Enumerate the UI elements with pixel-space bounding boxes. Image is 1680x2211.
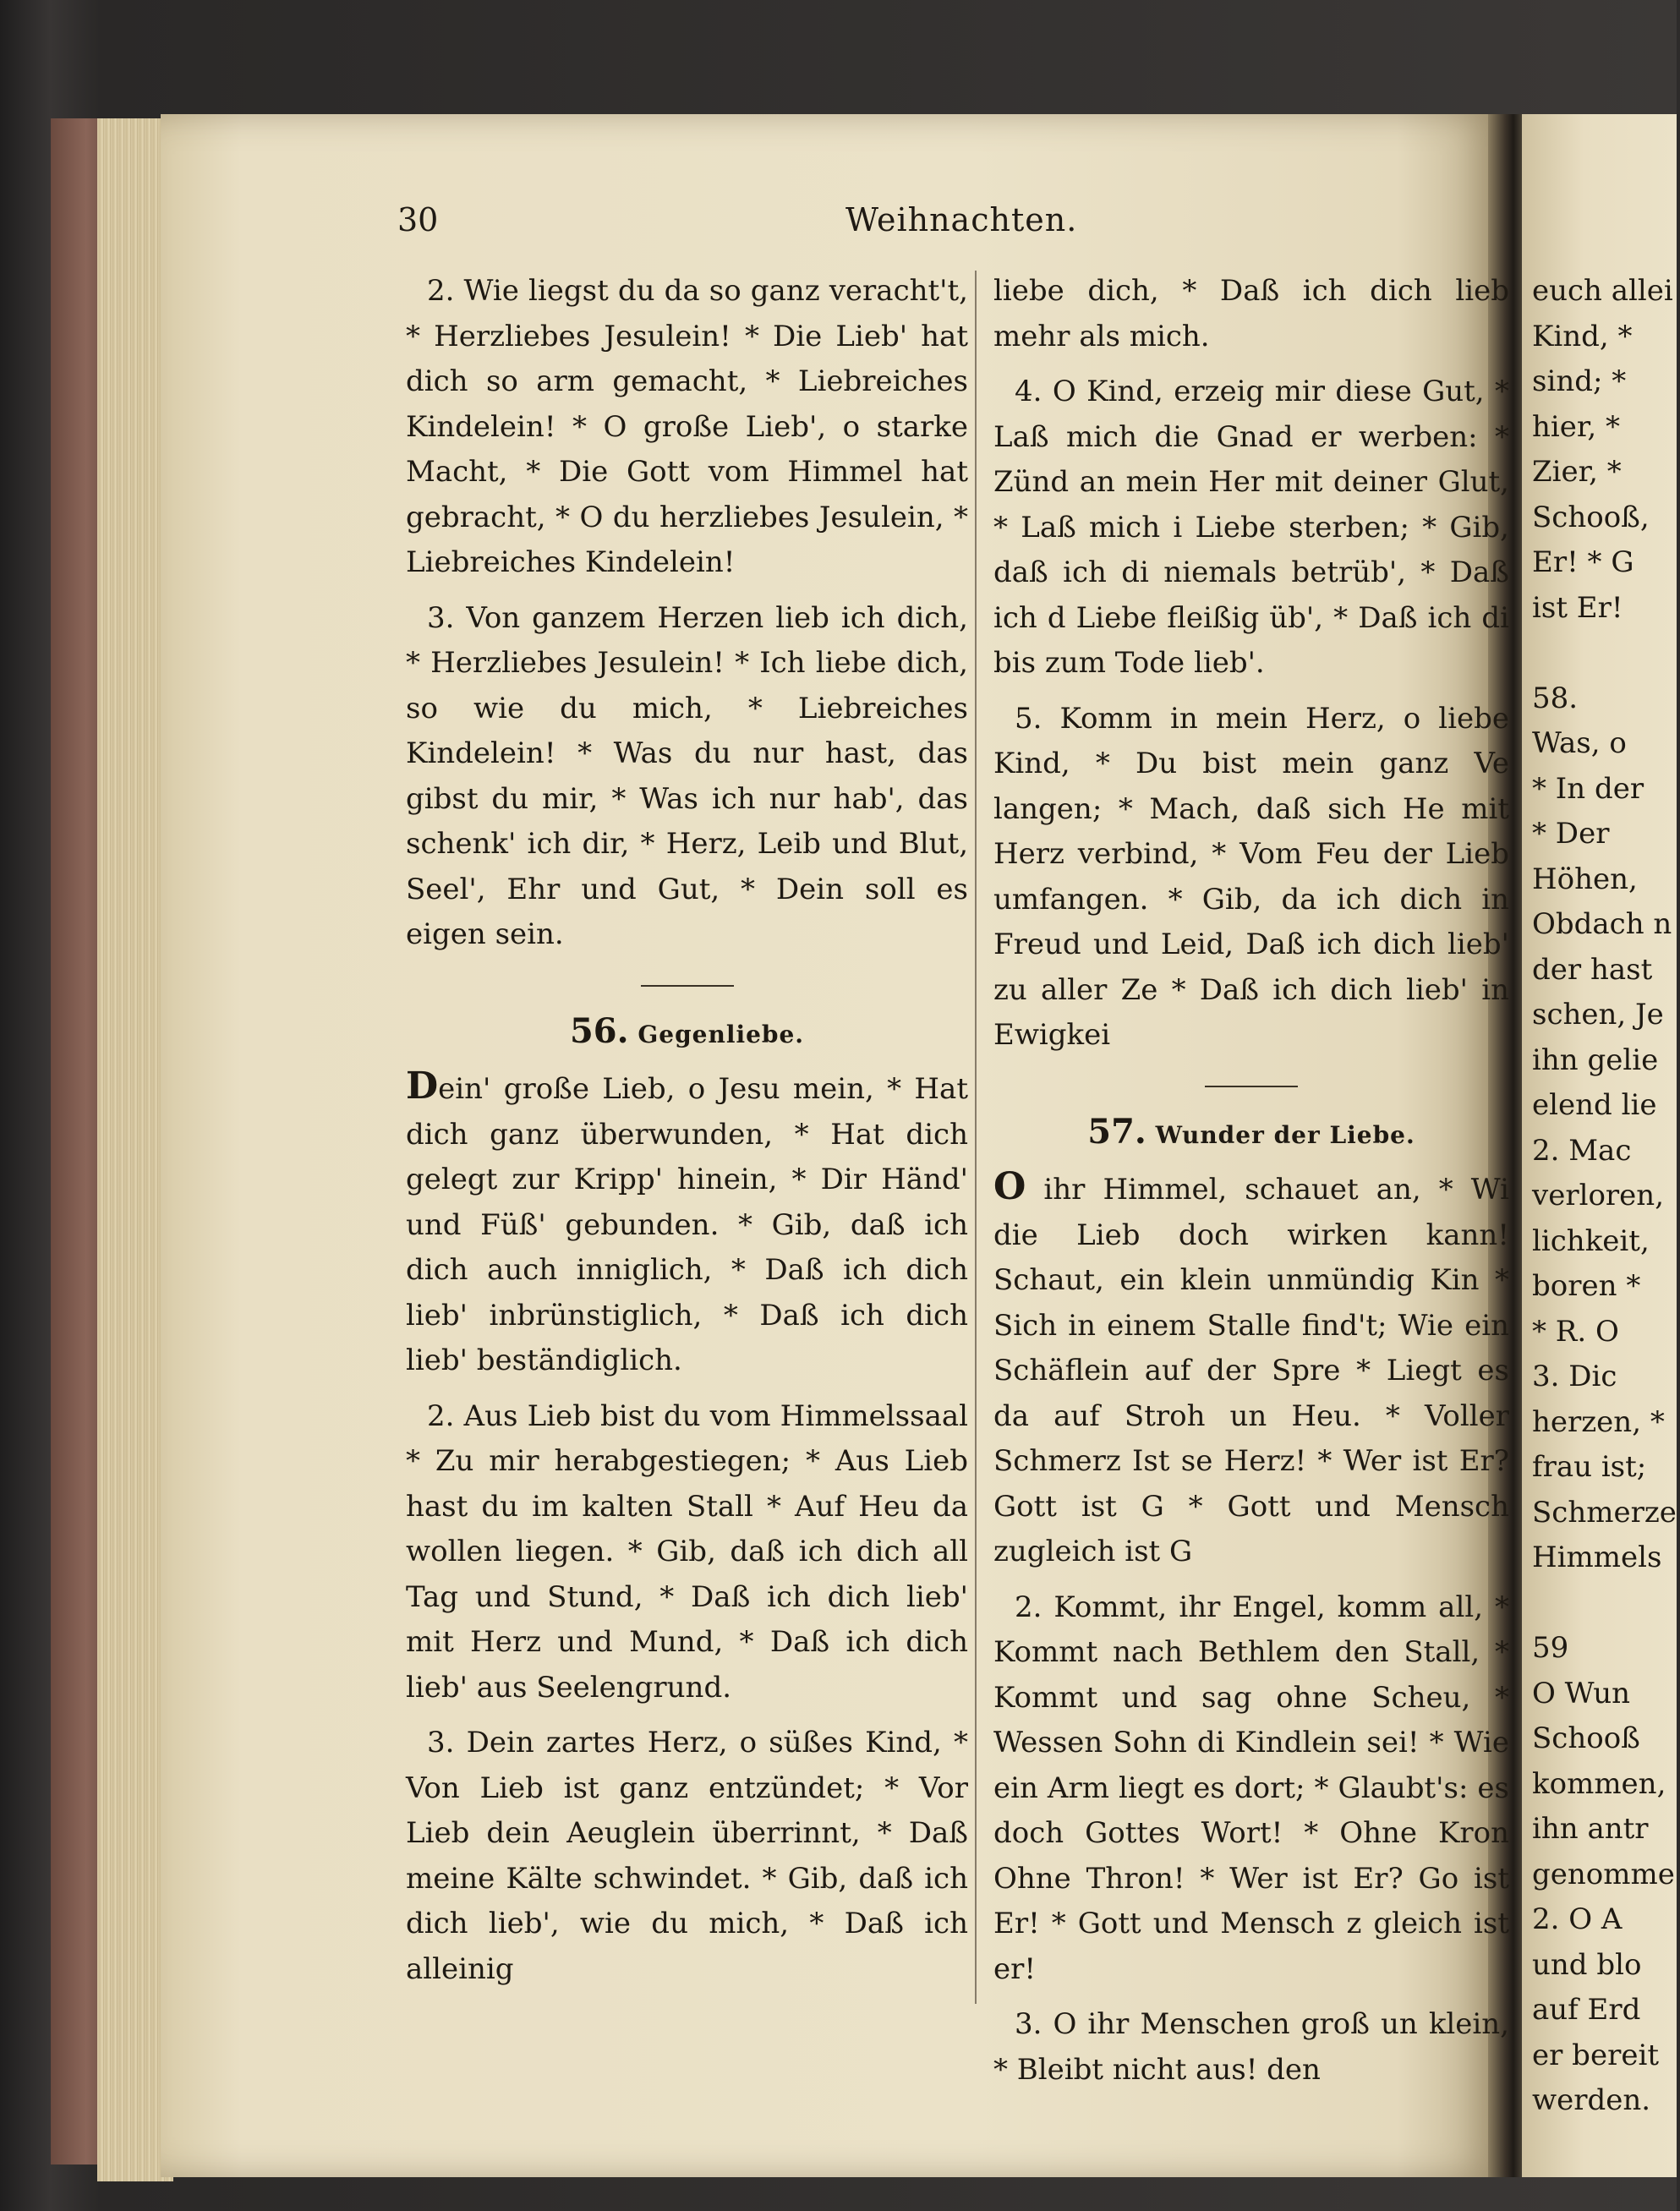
right-column-line: boren *	[1532, 1269, 1641, 1303]
section-separator	[641, 985, 734, 987]
right-column-line: Er! * G	[1532, 545, 1634, 579]
verse-text: ein' große Lieb, o Jesu mein, * Hat dich ganz überwunden, * Hat dich gelegt zur Kripp' hinein, * Dir Händ' und Füß' gebunden. * Gib, daß ich dich auch inniglich, * Daß ich dich lieb' inbrünstiglich, * Daß ich dich lieb' beständiglich.	[406, 1072, 968, 1377]
right-column-line: Kind, *	[1532, 319, 1633, 353]
right-column-line: genomme	[1532, 1857, 1675, 1891]
right-column-line: herzen, *	[1532, 1404, 1665, 1439]
right-column-line: Zier, *	[1532, 455, 1622, 489]
verse: 2. Aus Lieb bist du vom Himmelssaal * Zu mir herabgestiegen; * Aus Lieb hast du im kalten Stall * Auf Heu da wollen liegen. * Gib, daß ich dich all Tag und Stund, * Daß ich dich lieb' mit Herz und Mund, * Daß ich dich lieb' aus Seelengrund.	[406, 1398, 968, 1705]
right-column-line: Höhen,	[1532, 862, 1638, 896]
right-column-line: verloren,	[1532, 1179, 1665, 1212]
right-column-line: kommen,	[1532, 1766, 1666, 1801]
right-column-line: 3. Dic	[1532, 1360, 1617, 1393]
hymn-number: 57.	[1087, 1111, 1146, 1152]
right-column-line: 2. O A	[1532, 1902, 1623, 1936]
verse: 3. O ihr Menschen groß un klein, * Bleibt nicht aus! den	[993, 2007, 1509, 2087]
page-number: 30	[397, 201, 439, 238]
hymn-number: 56.	[569, 1010, 629, 1051]
right-column-line: elend lie	[1532, 1088, 1657, 1122]
right-column-line	[1532, 631, 1680, 676]
right-column-line: schen, Je	[1532, 998, 1664, 1032]
verse: 4. O Kind, erzeig mir diese Gut, * Laß mich die Gnad er werben: * Zünd an mein Her mit deiner Glut, * Laß mich i Liebe sterben; * Gib, daß ich di niemals betrüb', * Daß ich d Liebe fleißig üb', * Daß ich di bis zum Tode lieb'.	[993, 375, 1509, 680]
right-column-line: sind; *	[1532, 364, 1627, 398]
right-column-line: 58.	[1532, 681, 1579, 715]
right-column-line: er bereit	[1532, 2038, 1659, 2072]
section-separator	[1205, 1086, 1298, 1087]
right-column-line: ihn antr	[1532, 1812, 1649, 1846]
right-column-line: * Der	[1532, 817, 1610, 851]
right-column-line: Was, o	[1532, 726, 1627, 760]
right-column-line: Obdach n	[1532, 907, 1672, 941]
hymn-title: Wunder der Liebe.	[1155, 1120, 1415, 1149]
right-column-line: hier, *	[1532, 409, 1621, 444]
right-column-line: ist Er!	[1532, 590, 1623, 625]
running-title: Weihnachten.	[845, 201, 1078, 238]
right-column-line: euch allei	[1532, 274, 1673, 308]
column-rule	[975, 271, 977, 2004]
hymn-first-verse	[406, 1064, 968, 1384]
right-column-line: 59	[1532, 1631, 1569, 1665]
verse-text: ihr Himmel, schauet an, * Wi die Lieb doch wirken kann! Schaut, ein klein unmündig Kin * Sich in einem Stalle find't; Wie ein Schäflein auf der Spre * Liegt es da auf Stroh un Heu. * Voller Schmerz Ist se Herz! * Wer ist Er? Gott ist G * Gott und Mensch zugleich ist G	[993, 1173, 1509, 1568]
hymn-heading	[993, 1109, 1509, 1158]
right-column-line: Schooß	[1532, 1721, 1640, 1755]
verse: 3. Dein zartes Herz, o süßes Kind, * Von Lieb ist ganz entzündet; * Vor Lieb dein Aeuglein überrinnt, * Daß meine Kälte schwindet. * Gib, daß ich dich lieb', wie du mich, * Daß ich alleinig	[406, 1726, 968, 1986]
verse: liebe dich, * Daß ich dich lieb mehr als mich.	[993, 274, 1509, 353]
right-page-column	[1532, 269, 1680, 2117]
right-column-line: Himmels	[1532, 1541, 1662, 1574]
right-column-line: werden.	[1532, 2083, 1651, 2117]
right-column-line: frau ist;	[1532, 1450, 1647, 1484]
verse: 3. Von ganzem Herzen lieb ich dich, * Herzliebes Jesulein! * Ich liebe dich, so wie du mich, * Liebreiches Kindelein! * Was du nur hast, das gibst du mir, * Was ich nur hab', das schenk' ich dir, * Herz, Leib und Blut, Seel', Ehr und Gut, * Dein soll es eigen sein.	[406, 600, 968, 951]
right-column-line: lichkeit,	[1532, 1223, 1650, 1258]
verse: 5. Komm in mein Herz, o liebe Kind, * Du bist mein ganz Ve langen; * Mach, daß sich He mit Herz verbind, * Vom Feu der Lieb umfangen. * Gib, da ich dich in Freud und Leid, Daß ich dich lieb' zu aller Ze * Daß ich dich lieb' in Ewigkei	[993, 701, 1509, 1052]
hymn-first-verse	[993, 1164, 1509, 1575]
drop-initial: D	[406, 1064, 439, 1108]
right-column-line: * R. O	[1532, 1314, 1619, 1349]
right-column-line: ihn gelie	[1532, 1043, 1659, 1077]
right-column-line: Schmerze	[1532, 1495, 1677, 1530]
right-column-line	[1532, 1581, 1680, 1627]
left-column	[406, 269, 968, 2002]
right-column-line: der hast	[1532, 952, 1653, 987]
hymn-heading	[406, 1009, 968, 1058]
right-column-line: Schooß,	[1532, 500, 1650, 534]
right-column-line: * In der	[1532, 771, 1644, 806]
right-column-line: und blo	[1532, 1947, 1642, 1982]
right-column-line: auf Erd	[1532, 1993, 1641, 2027]
right-column-line: 2. Mac	[1532, 1133, 1632, 1168]
drop-initial: O	[993, 1165, 1026, 1208]
verse: 2. Wie liegst du da so ganz veracht't, * Herzliebes Jesulein! * Die Lieb' hat dich so arm gemacht, * Liebreiches Kindelein! * O große Lieb', o starke Macht, * Die Gott vom Himmel hat gebracht, * O du herzliebes Jesulein, * Liebreiches Kindelein!	[406, 274, 968, 579]
middle-column	[993, 269, 1509, 2087]
verse: 2. Kommt, ihr Engel, komm all, * Kommt nach Bethlem den Stall, * Kommt und sag ohne Scheu, * Wessen Sohn di Kindlein sei! * Wie ein Arm liegt es dort; * Glaubt's: es doch Gottes Wort! * Ohne Kron Ohne Thron! * Wer ist Er? Go ist Er! * Gott und Mensch z gleich ist er!	[993, 1590, 1509, 1986]
hymn-title: Gegenliebe.	[638, 1020, 805, 1048]
right-column-line: O Wun	[1532, 1676, 1631, 1710]
